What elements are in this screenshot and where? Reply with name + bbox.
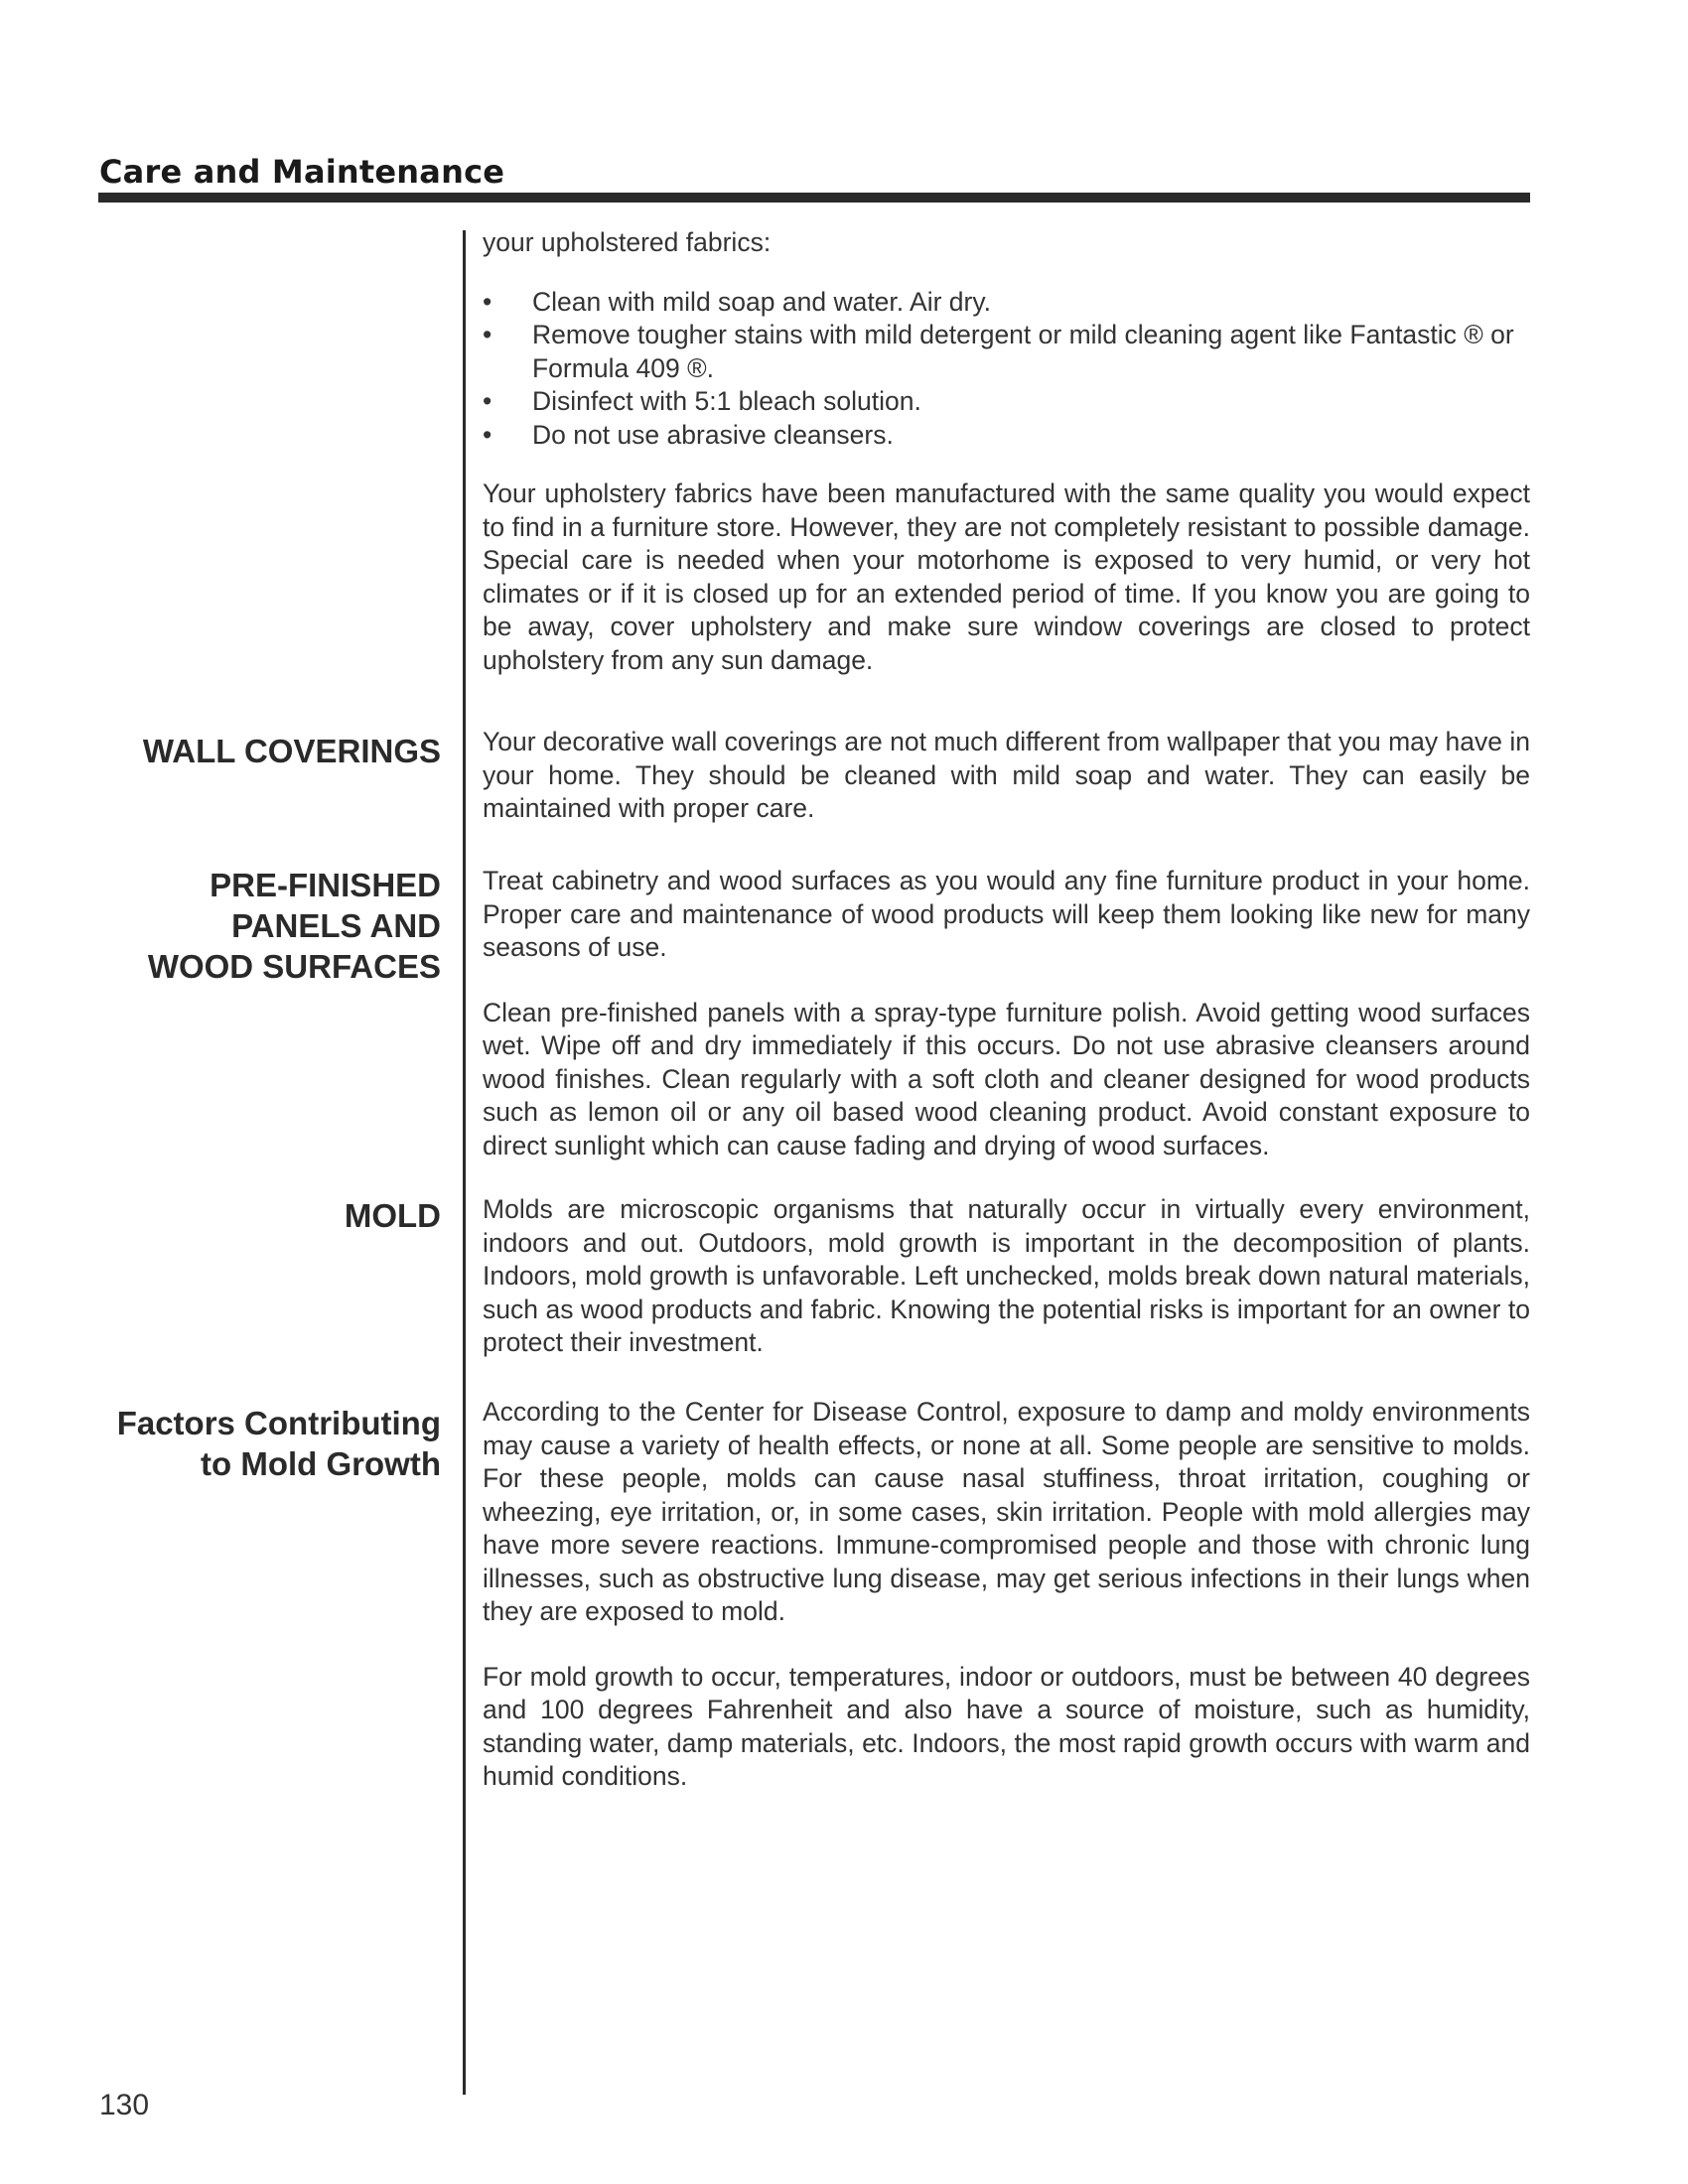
bullet-icon: • <box>483 386 492 416</box>
mold-paragraph: Molds are microscopic organisms that naturally occur in virtually every environment, indoors and out. Outdoors, mold growth is important in the decomposition of plants. Indoors, mold growth is unfavorable. Left unchecked, molds break down natural materials, such as wood products and fabric. Knowing the potential risks is important for an owner to protect their investment. <box>483 1194 1530 1357</box>
upholstery-section <box>483 226 1530 677</box>
heading-line: Factors Contributing <box>116 1405 441 1441</box>
bullet-icon: • <box>483 286 492 317</box>
list-item: • Clean with mild soap and water. Air dry. <box>483 286 1530 320</box>
heading-line: PANELS AND <box>231 907 441 944</box>
heading-line: WOOD SURFACES <box>147 948 441 985</box>
list-item: • Disinfect with 5:1 bleach solution. <box>483 385 1530 419</box>
factors-paragraph: For mold growth to occur, temperatures, indoor or outdoors, must be between 40 degrees and 100 degrees Fahrenheit and also have a source of moisture, such as humidity, standing water, damp materials, etc. Indoors, the most rapid growth occurs with warm and humid conditions. <box>483 1661 1530 1791</box>
prefinished-section <box>483 865 1530 1162</box>
upholstery-paragraph: Your upholstery fabrics have been manufactured with the same quality you would expect to find in a furniture store. However, they are not completely resistant to possible damage. Special care is needed when your motorhome is exposed to very humid, or very hot climates or if it is closed up for an extended period of time. If you know you are going to be away, cover upholstery and make sure window coverings are closed to protect upholstery from any sun damage. <box>483 478 1530 675</box>
wall-coverings-heading: WALL COVERINGS <box>142 733 441 769</box>
heading-line: PRE-FINISHED <box>210 867 441 903</box>
care-bullet-list <box>483 286 1530 453</box>
page-number: 130 <box>99 2089 150 2121</box>
mold-heading: MOLD <box>344 1197 441 1234</box>
mold-section <box>483 1193 1530 1360</box>
factors-paragraph: According to the Center for Disease Control, exposure to damp and moldy environments may cause a variety of health effects, or none at all. Some people are sensitive to molds. For these people, molds can cause nasal stuffiness, throat irritation, coughing or wheezing, eye irritation, or, in some cases, skin irritation. People with mold allergies may have more severe reactions. Immune-compromised people and those with chronic lung illnesses, such as obstructive lung disease, may get serious infections in their lungs when they are exposed to mold. <box>483 1397 1530 1626</box>
prefinished-paragraph: Clean pre-finished panels with a spray-type furniture polish. Avoid getting wood surfaces wet. Wipe off and dry immediately if this occurs. Do not use abrasive cleansers around wood finishes. Clean regularly with a soft cloth and cleaner designed for wood products such as lemon oil or any oil based wood cleaning product. Avoid constant exposure to direct sunlight which can cause fading and drying of wood surfaces. <box>483 997 1530 1160</box>
list-item: • Remove tougher stains with mild detergent or mild cleaning agent like Fantastic ® or Formula 409 ®. <box>483 320 1514 383</box>
heading-line: to Mold Growth <box>201 1445 441 1482</box>
list-item: • Do not use abrasive cleansers. <box>483 419 1530 453</box>
factors-section <box>483 1396 1530 1794</box>
bullet-icon: • <box>483 320 492 349</box>
prefinished-paragraph: Treat cabinetry and wood surfaces as you would any fine furniture product in your home. Proper care and maintenance of wood products will keep them looking like new for many seasons of use. <box>483 866 1530 962</box>
prefinished-heading <box>79 865 441 987</box>
column-divider <box>463 230 466 2095</box>
title-rule <box>98 193 1530 203</box>
page-title: Care and Maintenance <box>99 153 505 191</box>
wall-coverings-paragraph: Your decorative wall coverings are not much different from wallpaper that you may have in your home. They should be cleaned with mild soap and water. They can easily be maintained with proper care. <box>483 727 1530 823</box>
wall-coverings-section <box>483 726 1530 826</box>
intro-lead: your upholstered fabrics: <box>483 227 772 257</box>
bullet-icon: • <box>483 419 492 450</box>
factors-heading <box>79 1403 441 1484</box>
